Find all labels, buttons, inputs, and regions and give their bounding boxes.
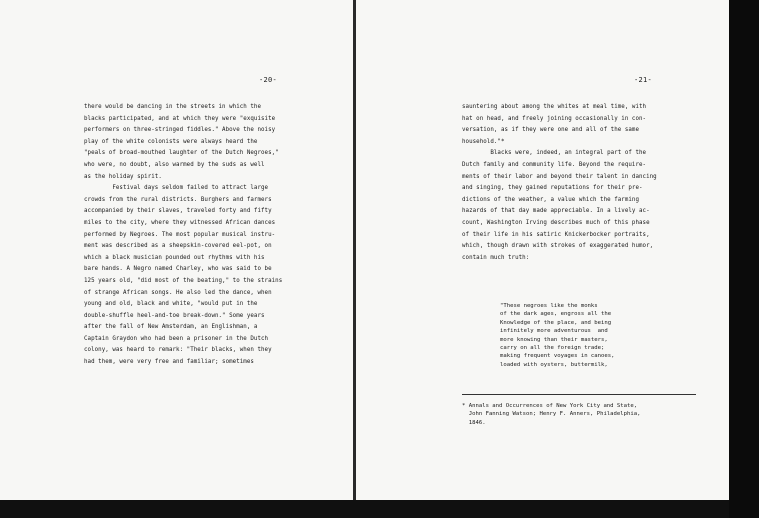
text-line: household."* [462,138,505,145]
text-line: bare hands. A Negro named Charley, who was said to be [84,266,272,273]
quote-line: Knowledge of the place, and being [500,319,612,326]
text-line: hazards of that day made appreciable. In a lively ac- [462,208,650,215]
text-line: miles to the city, where they witnessed African dances [84,219,276,226]
text-line: "peals of broad-mouthed laughter of the Dutch Negroes," [84,150,279,157]
text-line: count, Washington Irving describes much of this phase [462,219,650,226]
right-page [356,0,729,500]
scan-border-right [729,0,759,518]
text-line: accompanied by their slaves, traveled forty and fifty [84,208,272,215]
text-line: versation, as if they were one and all of the same [462,127,640,134]
text-line: who were, no doubt, also warmed by the suds as well [84,161,265,168]
page-number: -20- [259,76,278,84]
text-line: there would be dancing in the streets in which the [84,104,262,110]
text-line: 125 years old, "did most of the beating," to the strains [84,277,283,284]
quote-line: more knowing than their masters, [500,336,608,343]
text-line: ments of their labor and beyond their talent in dancing [462,173,657,180]
text-line: after the fall of New Amsterdam, an Englishman, a [84,324,258,331]
quote-line: loaded with oysters, buttermilk, [500,361,608,368]
text-line: of their life in his satiric Knickerbocker portraits, [462,231,650,238]
text-line: had them, were very free and familiar; sometimes [84,359,254,366]
quote-line: carry on all the foreign trade; [500,345,605,352]
text-line: Dutch family and community life. Beyond the require- [462,161,647,168]
footnote-line: 1846. [462,419,486,426]
quote-line: of the dark ages, engross all the [500,311,612,318]
page-body-text [462,102,657,264]
text-line: young and old, black and white, "would put in the [84,301,258,308]
text-line: crowds from the rural districts. Burghers and farmers [84,196,272,203]
page-body-text [84,102,282,369]
text-line: of strange African songs. He also led the dance, when [84,289,272,296]
text-line: play of the white colonists were always heard the [84,138,258,145]
text-line: Captain Graydon who had been a prisoner in the Dutch [84,335,269,342]
text-line: blacks participated, and at which they were "exquisite [84,115,276,122]
text-line: Festival days seldom failed to attract large [84,185,269,192]
text-line: colony, was heard to remark: "Their blacks, when they [84,347,272,354]
text-line: double-shuffle heel-and-toe break-down." Some years [84,312,265,319]
left-page [0,0,353,500]
page-number: -21- [634,76,653,84]
quote-line: "These negroes like the monks [500,303,598,309]
text-line: Blacks were, indeed, an integral part of the [462,150,647,157]
text-line: performed by Negroes. The most popular musical instru- [84,231,276,238]
text-line: as the holiday spirit. [84,173,162,180]
text-line: performers on three-stringed fiddles." Above the noisy [84,127,276,134]
text-line: and singing, they gained reputations for their pre- [462,185,643,192]
footnote-line: John Fanning Watson; Henry F. Anners, Philadelphia, [462,411,641,418]
text-line: sauntering about among the whites at meal time, with [462,104,647,110]
quote-line: infinitely more adventurous and [500,328,608,335]
text-line: hat on head, and freely joining occasionally in con- [462,115,647,122]
footnote [462,402,641,427]
text-line: contain much truth: [462,254,530,261]
text-line: which a black musician pounded out rhythms with his [84,254,265,261]
text-line: which, though drawn with strokes of exaggerated humor, [462,243,654,250]
text-line: ment was described as a sheepskin-covered eel-pot, on [84,243,272,250]
footnote-rule [462,394,696,395]
block-quote [500,302,615,369]
footnote-line: * Annals and Occurrences of New York City and State, [462,403,638,409]
text-line: dictions of the weather, a value which the farming [462,196,640,203]
quote-line: making frequent voyages in canoes, [500,353,615,360]
scan-border-bottom [0,500,729,518]
